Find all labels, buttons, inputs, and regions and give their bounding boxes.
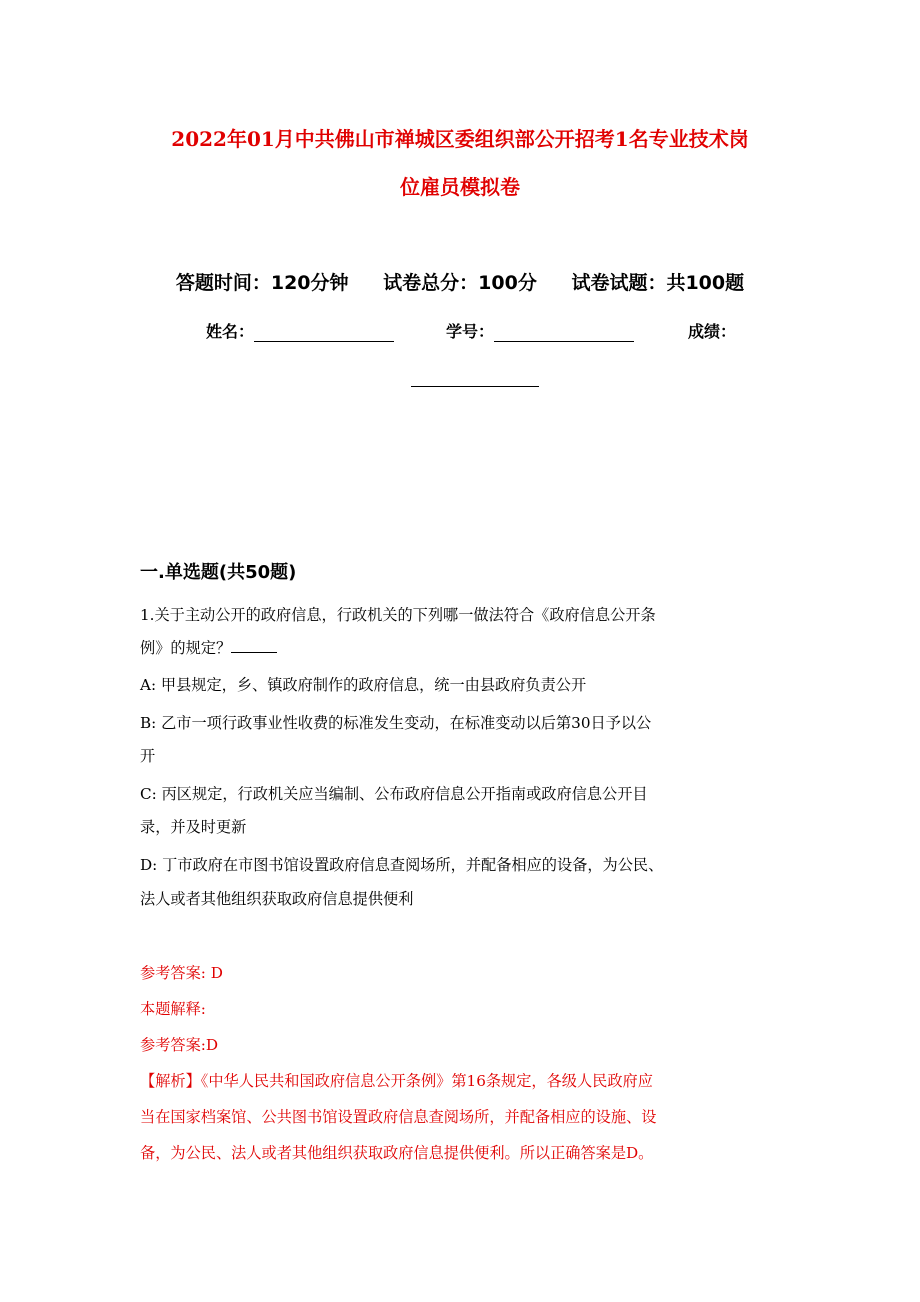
exam-title-line-1: 2022年01月中共佛山市禅城区委组织部公开招考1名专业技术岗	[171, 127, 749, 151]
name-field	[206, 319, 394, 342]
id-blank	[494, 325, 634, 342]
option-b-line-2: 开	[140, 747, 156, 765]
score-label: 成绩：	[688, 322, 737, 341]
option-c-line-2: 录，并及时更新	[140, 818, 247, 836]
analysis-line-1: 【解析】《中华人民共和国政府信息公开条例》第16条规定，各级人民政府应	[140, 1072, 653, 1090]
analysis-line-3: 备，为公民、法人或者其他组织获取政府信息提供便利。所以正确答案是D。	[140, 1144, 654, 1162]
score-field	[688, 319, 736, 342]
exam-title-line-2: 位雇员模拟卷	[400, 175, 520, 199]
option-a: A: 甲县规定，乡、镇政府制作的政府信息，统一由县政府负责公开	[140, 676, 587, 694]
option-d-line-2: 法人或者其他组织获取政府信息提供便利	[140, 890, 414, 908]
question-stem-text: 例》的规定？	[140, 639, 232, 657]
id-field	[446, 319, 634, 342]
question-stem-line-1: 1.关于主动公开的政府信息，行政机关的下列哪一做法符合《政府信息公开条	[140, 606, 656, 624]
section-title: 一.单选题(共50题)	[140, 562, 297, 583]
question-stem-line-2	[140, 637, 277, 658]
exam-time: 答题时间：120分钟	[175, 272, 349, 294]
analysis-line-2: 当在国家档案馆、公共图书馆设置政府信息查阅场所，并配备相应的设施、设	[140, 1108, 657, 1126]
id-label: 学号：	[446, 322, 495, 341]
answer-blank	[231, 640, 277, 653]
reference-answer: 参考答案: D	[140, 964, 223, 982]
option-d-line-1: D: 丁市政府在市图书馆设置政府信息查阅场所，并配备相应的设备，为公民、	[140, 856, 664, 874]
exam-info	[0, 268, 920, 295]
reference-answer-2: 参考答案:D	[140, 1036, 219, 1054]
option-b-line-1: B: 乙市一项行政事业性收费的标准发生变动，在标准变动以后第30日予以公	[140, 714, 652, 732]
name-label: 姓名：	[206, 322, 255, 341]
score-blank	[411, 386, 539, 387]
name-blank	[254, 325, 394, 342]
exam-question-count: 试卷试题：共100题	[571, 272, 745, 294]
exam-total-score: 试卷总分：100分	[383, 272, 537, 294]
explanation-label: 本题解释:	[140, 1000, 206, 1018]
option-c-line-1: C: 丙区规定，行政机关应当编制、公布政府信息公开指南或政府信息公开目	[140, 785, 648, 803]
